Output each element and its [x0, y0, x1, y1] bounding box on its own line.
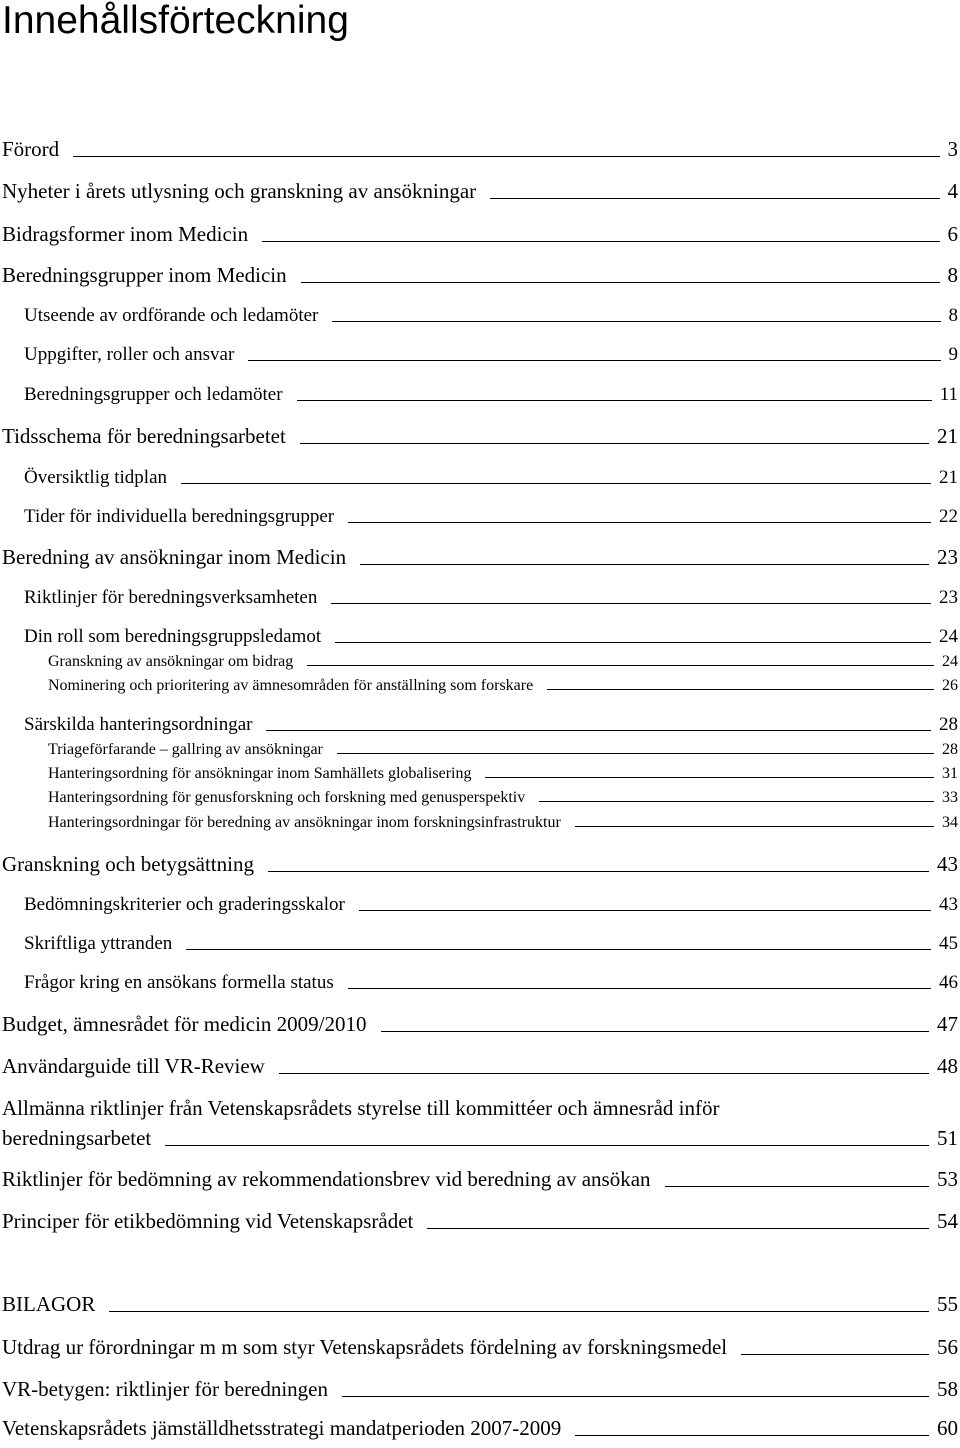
toc-entry-label: Nyheter i årets utlysning och granskning av ansökningar — [2, 179, 477, 203]
toc-entry-label: Tidsschema för beredningsarbetet — [2, 424, 286, 448]
toc-page-number: 60 — [937, 1416, 958, 1440]
toc-entry-label: Budget, ämnesrådet för medicin 2009/2010 — [2, 1012, 367, 1036]
toc-page-number: 48 — [937, 1054, 958, 1078]
toc-leader — [248, 360, 940, 361]
toc-entry-label: Förord — [2, 137, 60, 161]
toc-entry-label: Bedömningskriterier och graderingsskalor — [24, 894, 345, 915]
toc-leader — [165, 1145, 929, 1146]
toc-entry-allmanna-riktlinjer[interactable] — [2, 1126, 958, 1151]
toc-leader — [337, 753, 934, 754]
toc-entry-rekommendationsbrev[interactable] — [2, 1167, 958, 1192]
toc-leader — [307, 665, 934, 666]
toc-page-number: 26 — [942, 677, 958, 694]
toc-leader — [342, 1396, 929, 1397]
page-title: Innehållsförteckning — [2, 0, 349, 42]
toc-page-number: 54 — [937, 1209, 958, 1233]
toc-page-number: 21 — [939, 467, 958, 488]
toc-entry-allmanna-riktlinjer-line1[interactable]: Allmänna riktlinjer från Vetenskapsrådets styrelse till kommittéer och ämnesråd inför — [2, 1096, 720, 1120]
toc-entry-label: Principer för etikbedömning vid Vetenskapsrådet — [2, 1209, 414, 1233]
toc-page-number: 3 — [947, 137, 958, 161]
toc-entry-label: Särskilda hanteringsordningar — [24, 714, 253, 735]
toc-entry-label: Tider för individuella beredningsgrupper — [24, 506, 335, 527]
toc-entry-utdrag-forordningar[interactable] — [2, 1335, 958, 1360]
toc-page-number: 43 — [939, 894, 958, 915]
toc-entry-label: Uppgifter, roller och ansvar — [24, 344, 235, 365]
toc-page-number: 6 — [947, 222, 958, 246]
toc-entry-samhallets-globalisering[interactable] — [48, 765, 958, 783]
toc-leader — [331, 603, 931, 604]
toc-leader — [266, 730, 931, 731]
toc-entry-label: BILAGOR — [2, 1292, 96, 1316]
toc-page-number: 46 — [939, 972, 958, 993]
toc-leader — [427, 1228, 929, 1229]
toc-entry-label: Vetenskapsrådets jämställdhetsstrategi mandatperioden 2007-2009 — [2, 1416, 562, 1440]
toc-entry-label: Riktlinjer för beredningsverksamheten — [24, 587, 318, 608]
toc-entry-nyheter[interactable] — [2, 179, 958, 204]
toc-entry-tidsschema[interactable] — [2, 424, 958, 449]
toc-entry-label: Hanteringsordningar för beredning av ansökningar inom forskningsinfrastruktur — [48, 814, 561, 831]
toc-entry-label: Beredningsgrupper och ledamöter — [24, 384, 283, 405]
toc-entry-bilagor[interactable] — [2, 1292, 958, 1317]
toc-leader — [665, 1186, 929, 1187]
toc-leader — [359, 910, 931, 911]
toc-entry-label: Din roll som beredningsgruppsledamot — [24, 626, 322, 647]
toc-leader — [186, 949, 931, 950]
toc-entry-label: Utseende av ordförande och ledamöter — [24, 305, 319, 326]
toc-page-number: 28 — [942, 741, 958, 758]
toc-entry-label: Frågor kring en ansökans formella status — [24, 972, 334, 993]
toc-page-number: 23 — [937, 545, 958, 569]
toc-entry-beredning-av-ansokningar[interactable] — [2, 545, 958, 570]
toc-entry-utseende[interactable] — [24, 305, 958, 327]
toc-entry-beredningsgrupper-och-ledamoter[interactable] — [24, 384, 958, 406]
toc-entry-label: Användarguide till VR-Review — [2, 1054, 265, 1078]
toc-leader — [73, 156, 939, 157]
toc-entry-label: Triageförfarande – gallring av ansökningar — [48, 741, 323, 758]
toc-entry-bedomningskriterier[interactable] — [24, 894, 958, 916]
toc-page-number: 34 — [942, 814, 958, 831]
toc-page-number: 22 — [939, 506, 958, 527]
toc-entry-label: Översiktlig tidplan — [24, 467, 168, 488]
toc-leader — [547, 689, 934, 690]
toc-leader — [335, 642, 931, 643]
toc-page-number: 56 — [937, 1335, 958, 1359]
toc-leader — [301, 282, 940, 283]
toc-leader — [181, 483, 931, 484]
toc-page-number: 24 — [939, 626, 958, 647]
toc-entry-label: Granskning av ansökningar om bidrag — [48, 653, 294, 670]
toc-entry-forord[interactable] — [2, 137, 958, 162]
toc-page-number: 55 — [937, 1292, 958, 1316]
toc-page-number: 4 — [947, 179, 958, 203]
toc-entry-anvandarguide[interactable] — [2, 1054, 958, 1079]
toc-page-number: 28 — [939, 714, 958, 735]
toc-entry-label: Beredningsgrupper inom Medicin — [2, 263, 287, 287]
toc-entry-uppgifter[interactable] — [24, 344, 958, 366]
toc-entry-forskningsinfrastruktur[interactable] — [48, 814, 958, 832]
toc-entry-skriftliga-yttranden[interactable] — [24, 933, 958, 955]
toc-entry-beredningsgrupper-inom-medicin[interactable] — [2, 263, 958, 288]
toc-entry-label: Utdrag ur förordningar m m som styr Vetenskapsrådets fördelning av forskningsmedel — [2, 1335, 728, 1359]
toc-page-number: 11 — [939, 384, 958, 405]
toc-page-number: 45 — [939, 933, 958, 954]
toc-leader — [262, 241, 939, 242]
toc-page-number: 23 — [939, 587, 958, 608]
toc-page-number: 33 — [942, 789, 958, 806]
toc-entry-tider[interactable] — [24, 506, 958, 528]
toc-page-number: 51 — [937, 1126, 958, 1150]
toc-page-number: 31 — [942, 765, 958, 782]
toc-leader — [297, 400, 932, 401]
toc-leader — [539, 801, 934, 802]
toc-entry-label: Beredning av ansökningar inom Medicin — [2, 545, 347, 569]
toc-entry-nominering[interactable] — [48, 677, 958, 695]
toc-page-number: 8 — [947, 263, 958, 287]
toc-entry-vr-betygen[interactable] — [2, 1377, 958, 1402]
toc-entry-bidragsformer[interactable] — [2, 222, 958, 247]
toc-leader — [360, 564, 929, 565]
toc-entry-din-roll[interactable] — [24, 626, 958, 648]
toc-page-number: 53 — [937, 1167, 958, 1191]
toc-leader — [348, 988, 931, 989]
toc-entry-label: Granskning och betygsättning — [2, 852, 254, 876]
toc-entry-label: Hanteringsordning för ansökningar inom Samhällets globalisering — [48, 765, 472, 782]
toc-leader — [490, 198, 939, 199]
toc-entry-jamstalldhetsstrategi[interactable] — [2, 1416, 958, 1441]
toc-page-number: 21 — [937, 424, 958, 448]
toc-page-number: 58 — [937, 1377, 958, 1401]
toc-entry-sarskilda-hanteringsordningar[interactable] — [24, 714, 958, 736]
toc-leader — [332, 321, 940, 322]
toc-page-number: 24 — [942, 653, 958, 670]
toc-entry-riktlinjer-beredningsverksamheten[interactable] — [24, 587, 958, 609]
toc-entry-etikbedomning[interactable] — [2, 1209, 958, 1234]
toc-page-number: 43 — [937, 852, 958, 876]
toc-leader — [381, 1031, 930, 1032]
toc-entry-formella-status[interactable] — [24, 972, 958, 994]
toc-leader — [485, 777, 934, 778]
toc-leader — [109, 1311, 929, 1312]
toc-page-number: 9 — [948, 344, 958, 365]
toc-leader — [300, 443, 929, 444]
toc-page-number: 8 — [948, 305, 958, 326]
toc-entry-granskning-betygsattning[interactable] — [2, 852, 958, 877]
toc-page-number: 47 — [937, 1012, 958, 1036]
toc-leader — [279, 1073, 929, 1074]
toc-leader — [575, 1435, 929, 1436]
toc-entry-label: VR-betygen: riktlinjer för beredningen — [2, 1377, 328, 1401]
toc-entry-budget[interactable] — [2, 1012, 958, 1037]
toc-entry-label: beredningsarbetet — [2, 1126, 152, 1150]
toc-leader — [741, 1354, 929, 1355]
toc-entry-label: Hanteringsordning för genusforskning och forskning med genusperspektiv — [48, 789, 526, 806]
toc-entry-granskning-bidrag[interactable] — [48, 653, 958, 671]
toc-leader — [575, 826, 934, 827]
toc-entry-label: Riktlinjer för bedömning av rekommendationsbrev vid beredning av ansökan — [2, 1167, 651, 1191]
toc-leader — [268, 871, 929, 872]
toc-entry-genusforskning[interactable] — [48, 789, 958, 807]
toc-entry-oversiktlig-tidplan[interactable] — [24, 467, 958, 489]
toc-leader — [348, 522, 931, 523]
toc-entry-label: Nominering och prioritering av ämnesområden för anställning som forskare — [48, 677, 534, 694]
toc-entry-label: Bidragsformer inom Medicin — [2, 222, 249, 246]
toc-entry-triageforfarande[interactable] — [48, 741, 958, 759]
toc-entry-label: Skriftliga yttranden — [24, 933, 173, 954]
